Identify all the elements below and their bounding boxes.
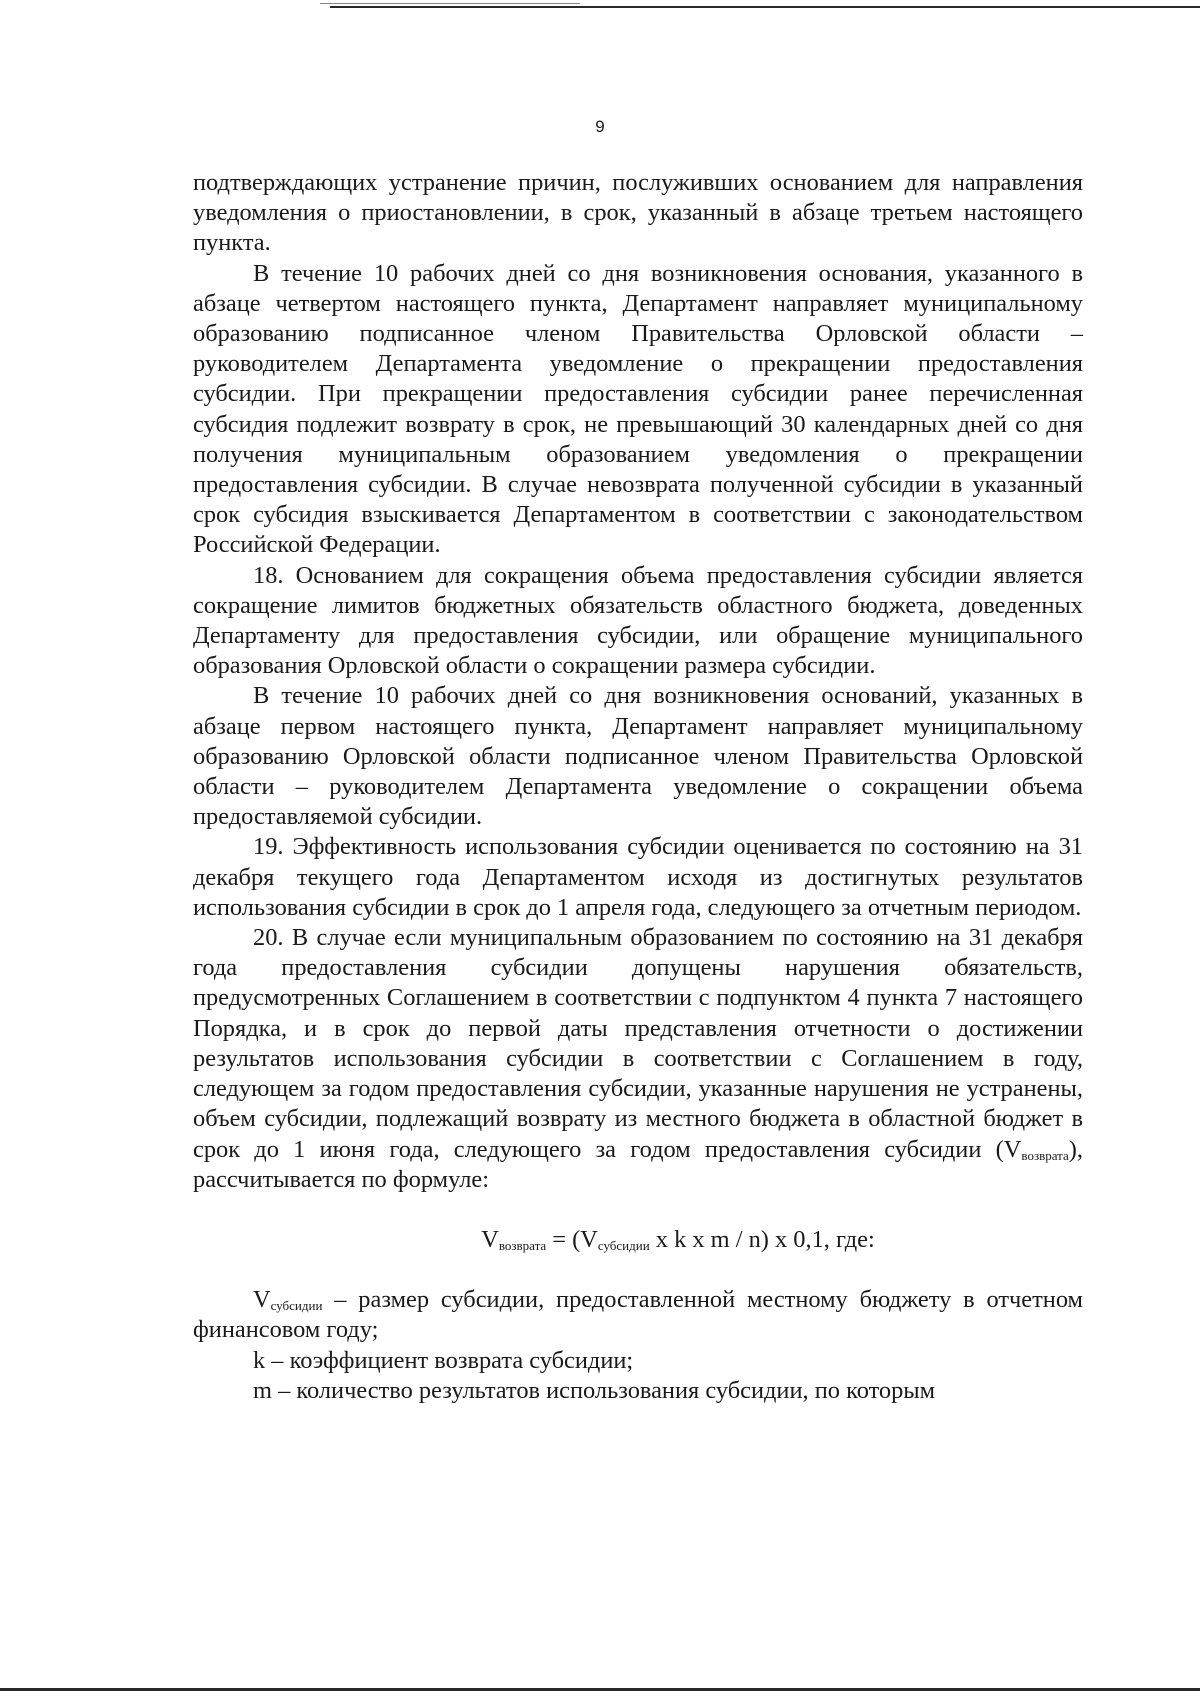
formula-part: = (V bbox=[546, 1225, 598, 1253]
subscript: возврата bbox=[1021, 1147, 1069, 1163]
paragraph: В течение 10 рабочих дней со дня возникновения оснований, указанных в абзаце первом настоящего пункта, Департамент направляет муниципальному образованию Орловской области подписанное членом Правительства Орловской области – руководителем Департамента уведомление о сокращении объема предоставляемой субсидии. bbox=[193, 682, 1083, 831]
paragraph-18: 18. Основанием для сокращения объема предоставления субсидии является сокращение лимитов бюджетных обязательств областного бюджета, доведенных Департаменту для предоставления субсидии, или обращение муниципального образования Орловской области о сокращении размера субсидии. bbox=[193, 561, 1083, 680]
subscript: субсидии bbox=[597, 1237, 650, 1253]
definition-v-subsidy bbox=[193, 1285, 1083, 1345]
document-body bbox=[193, 168, 1083, 1406]
definition-symbol: V bbox=[253, 1286, 271, 1314]
subscript: возврата bbox=[498, 1237, 547, 1253]
scan-edge-line bbox=[320, 3, 580, 4]
definition-text: – размер субсидии, предоставленной местному бюджету в отчетном финансовом году; bbox=[193, 1286, 1083, 1344]
paragraph-20-text: 20. В случае если муниципальным образованием по состоянию на 31 декабря года предоставления субсидии допущены нарушения обязательств, предусмотренных Соглашением в соответствии с подпунктом 4 пункта 7 настоящего Порядка, и в срок до первой даты представления отчетности о достижении результатов использования субсидии в соответствии с Соглашением в году, следующем за годом предоставления субсидии, указанные нарушения не устранены, объем субсидии, подлежащий возврату из местного бюджета в областной бюджет в срок до 1 июня года, следующего за годом предоставления субсидии (V bbox=[193, 924, 1083, 1163]
paragraph: В течение 10 рабочих дней со дня возникновения основания, указанного в абзаце четвертом настоящего пункта, Департамент направляет муниципальному образованию подписанное членом Правительства Орловской области – руководителем Департамента уведомление о прекращении предоставления субсидии. При прекращении предоставления субсидии ранее перечисленная субсидия подлежит возврату в срок, не превышающий 30 календарных дней со дня получения муниципальным образованием уведомления о прекращении предоставления субсидии. В случае невозврата полученной субсидии в указанный срок субсидия взыскивается Департаментом в соответствии с законодательством Российской Федерации. bbox=[193, 259, 1083, 559]
definition-k: k – коэффициент возврата субсидии; bbox=[253, 1346, 634, 1374]
formula bbox=[193, 1225, 1083, 1255]
definition-m: m – количество результатов использования субсидии, по которым bbox=[253, 1376, 936, 1404]
scan-edge-line bbox=[0, 1688, 1200, 1691]
paragraph-19: 19. Эффективность использования субсидии оценивается по состоянию на 31 декабря текущего года Департаментом исходя из достигнутых результатов использования субсидии в срок до 1 апреля года, следующего за отчетным периодом. bbox=[193, 833, 1083, 921]
formula-part: x k x m / n) x 0,1, где: bbox=[649, 1225, 875, 1253]
page-number: 9 bbox=[595, 117, 605, 136]
formula-symbol: V bbox=[481, 1225, 499, 1253]
paragraph-continuation: подтверждающих устранение причин, послуживших основанием для направления уведомления о приостановлении, в срок, указанный в абзаце третьем настоящего пункта. bbox=[193, 169, 1083, 257]
paragraph-20 bbox=[193, 923, 1083, 1195]
scan-edge-line bbox=[330, 6, 1200, 8]
subscript: субсидии bbox=[270, 1298, 323, 1314]
paragraph-20-tail: ), рассчитывается по формуле: bbox=[193, 1135, 1083, 1193]
